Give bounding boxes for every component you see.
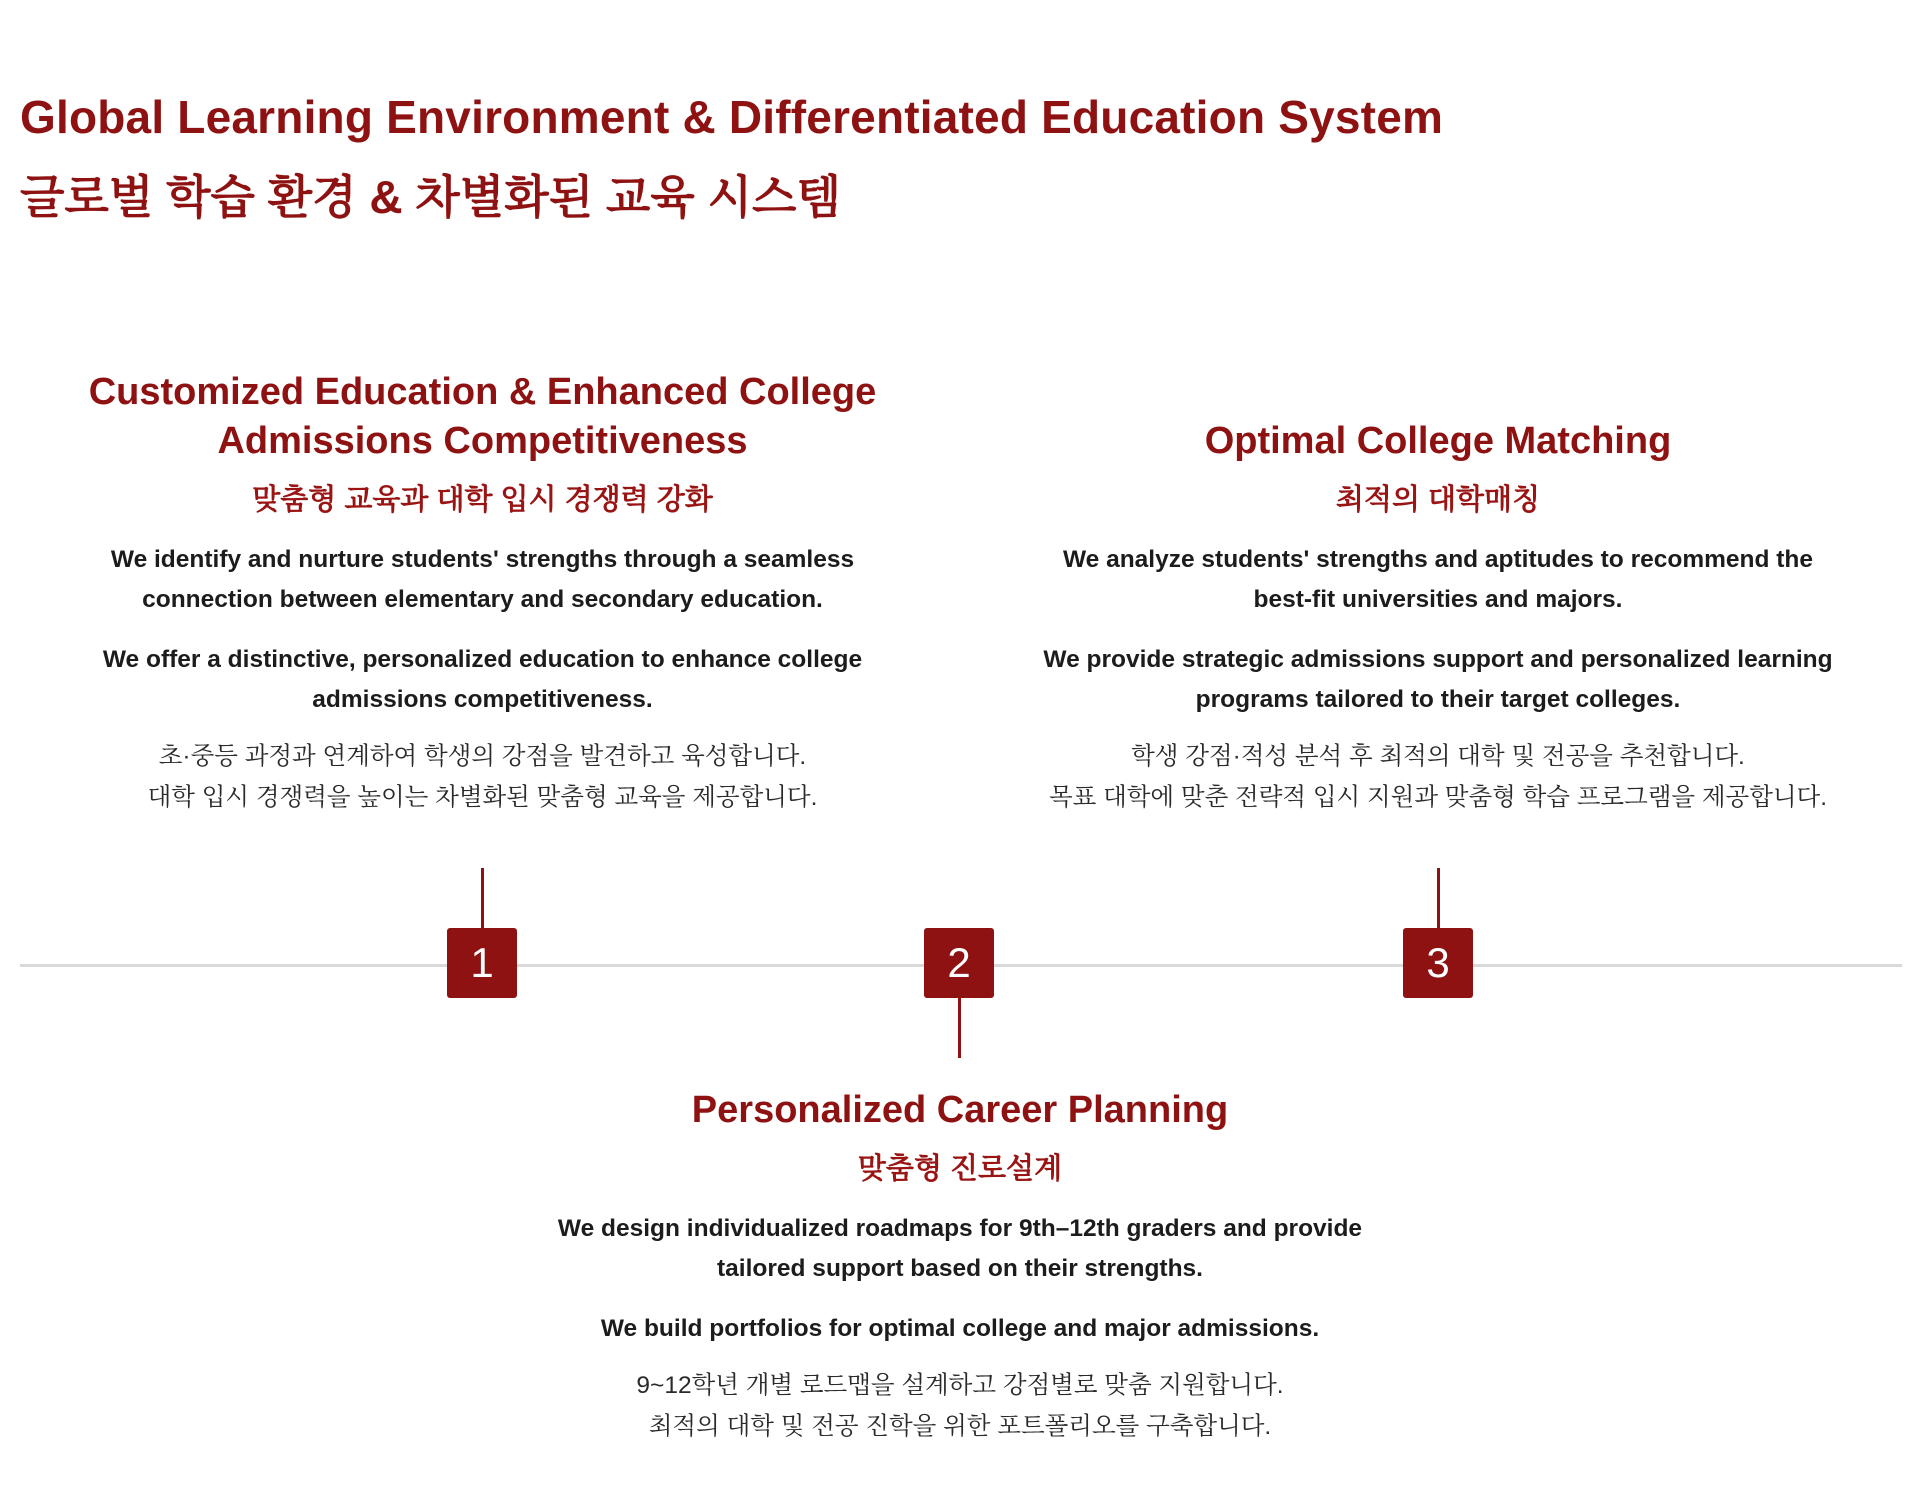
feature-description-en — [55, 540, 910, 620]
description-line: 대학 입시 경쟁력을 높이는 차별화된 맞춤형 교육을 제공합니다. — [147, 784, 818, 811]
timeline-connector — [958, 998, 961, 1058]
description-line: We identify and nurture students' strengths through a seamless — [110, 546, 855, 573]
page-header — [20, 84, 1820, 230]
feature-description-en — [485, 1309, 1435, 1349]
description-line: 최적의 대학 및 전공 진학을 위한 포트폴리오를 구축합니다. — [648, 1413, 1272, 1440]
description-line: 목표 대학에 맞춘 전략적 입시 지원과 맞춤형 학습 프로그램을 제공합니다. — [1048, 784, 1828, 811]
timeline-connector — [481, 868, 484, 928]
description-line: We build portfolios for optimal college and major admissions. — [600, 1315, 1320, 1342]
description-line: tailored support based on their strengths. — [717, 1255, 1203, 1282]
feature-block-career-planning — [485, 1086, 1435, 1447]
step-badge-2: 2 — [924, 928, 994, 998]
feature-description-en — [485, 1209, 1435, 1289]
description-line: programs tailored to their target colleges. — [1195, 686, 1681, 713]
feature-subtitle: 맞춤형 진로설계 — [857, 1153, 1063, 1185]
feature-subtitle: 최적의 대학매칭 — [1335, 484, 1541, 516]
description-line: We analyze students' strengths and aptitudes to recommend the — [1062, 546, 1814, 573]
description-line: 9~12학년 개별 로드맵을 설계하고 강점별로 맞춤 지원합니다. — [636, 1372, 1284, 1399]
feature-description-en — [1018, 540, 1858, 620]
description-line: admissions competitiveness. — [312, 686, 653, 713]
description-line: 초·중등 과정과 연계하여 학생의 강점을 발견하고 육성합니다. — [158, 743, 807, 770]
description-line: We design individualized roadmaps for 9th–12th graders and provide — [557, 1215, 1363, 1242]
description-line: 학생 강점·적성 분석 후 최적의 대학 및 전공을 추천합니다. — [1131, 743, 1745, 770]
timeline-connector — [1437, 868, 1440, 928]
feature-block-customized-education — [55, 368, 910, 818]
feature-subtitle: 맞춤형 교육과 대학 입시 경쟁력 강화 — [252, 484, 713, 516]
feature-title — [55, 368, 910, 466]
description-line: We provide strategic admissions support and personalized learning — [1043, 646, 1833, 673]
description-line: best-fit universities and majors. — [1253, 586, 1623, 613]
page-title-ko: 글로벌 학습 환경 & 차별화된 교육 시스템 — [20, 171, 841, 223]
feature-title-line: Customized Education & Enhanced College — [88, 371, 877, 413]
feature-title: Optimal College Matching — [1204, 420, 1672, 462]
feature-description-ko — [485, 1365, 1435, 1447]
step-badge-1: 1 — [447, 928, 517, 998]
feature-description-en — [1018, 640, 1858, 720]
feature-block-college-matching — [1018, 417, 1858, 818]
feature-description-ko — [1018, 736, 1858, 818]
step-badge-3: 3 — [1403, 928, 1473, 998]
page-title-en: Global Learning Environment & Differentiated Education System — [20, 91, 1444, 143]
feature-title-line: Admissions Competitiveness — [217, 420, 748, 462]
description-line: We offer a distinctive, personalized education to enhance college — [102, 646, 863, 673]
feature-title: Personalized Career Planning — [691, 1089, 1229, 1131]
feature-description-en — [55, 640, 910, 720]
feature-description-ko — [55, 736, 910, 818]
description-line: connection between elementary and secondary education. — [142, 586, 823, 613]
